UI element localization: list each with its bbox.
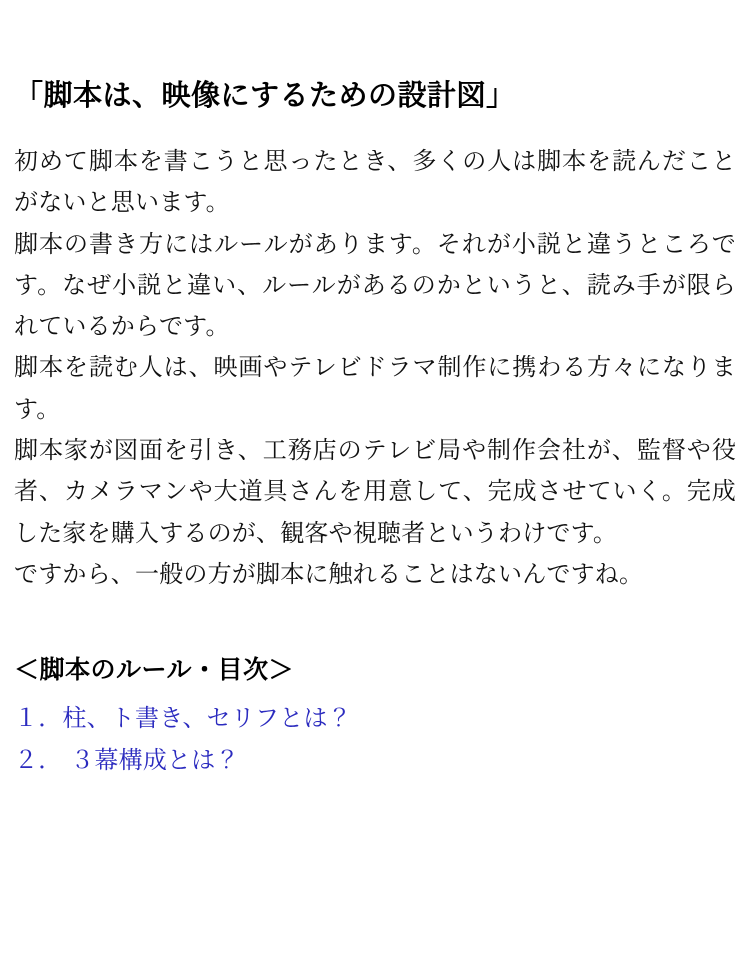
toc-item-2[interactable]: ２． ３幕構成とは？ xyxy=(14,745,240,774)
paragraph-5: ですから、一般の方が脚本に触れることはないんですね。 xyxy=(14,559,644,588)
toc-item-1[interactable]: １．柱、ト書き、セリフとは？ xyxy=(14,703,352,732)
paragraph-3: 脚本を読む人は、映画やテレビドラマ制作に携わる方々になります。 xyxy=(14,353,736,423)
article-body xyxy=(14,141,736,595)
section-spacer xyxy=(14,595,736,651)
page-title: 「脚本は、映像にするための設計図」 xyxy=(14,78,516,112)
paragraph-4: 脚本家が図面を引き、工務店のテレビ局や制作会社が、監督や役者、カメラマンや大道具さんを用意して、完成させていく。完成した家を購入するのが、観客や視聴者というわけです。 xyxy=(14,436,736,547)
paragraph-1: 初めて脚本を書こうと思ったとき、多くの人は脚本を読んだことがないと思います。 xyxy=(14,147,736,217)
toc-heading: ＜脚本のルール・目次＞ xyxy=(14,655,295,685)
paragraph-2: 脚本の書き方にはルールがあります。それが小説と違うところです。なぜ小説と違い、ルールがあるのかというと、読み手が限られているからです。 xyxy=(14,229,736,341)
toc-list xyxy=(14,697,736,781)
